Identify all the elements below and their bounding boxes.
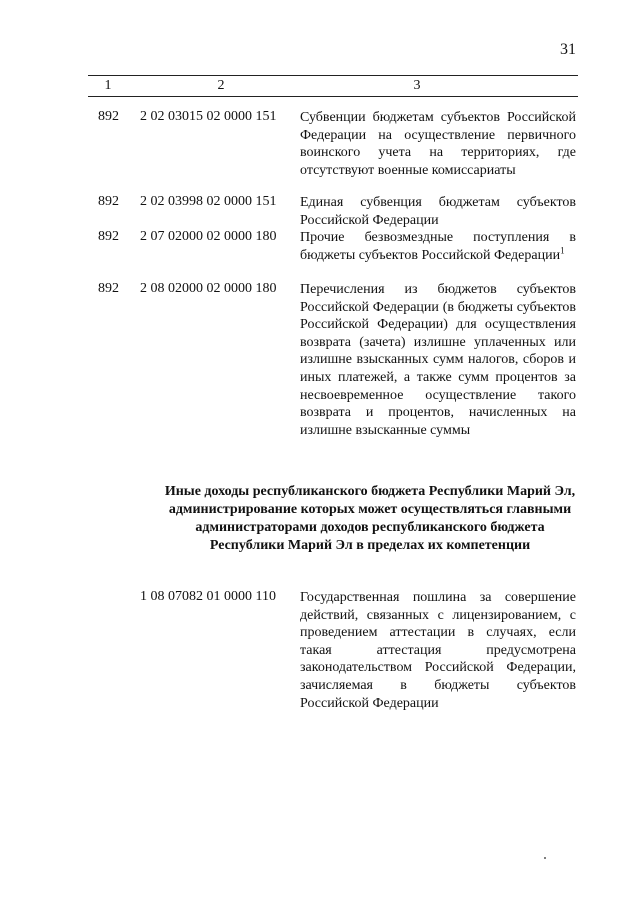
revenue-description: Перечисления из бюджетов субъектов Российской Федерации (в бюджеты субъектов Российской Федерации) для осуществления возврата (зачета) излишне уплаченных или излишне взысканных сумм налогов, сборов и иных платежей, а также сумм процентов за несвоевременное осуществление такого возврата и процентов, начисленных на излишне взысканные суммы: [300, 282, 576, 438]
admin-code: 892: [98, 281, 119, 296]
revenue-description: Государственная пошлина за совершение действий, связанных с лицензированием, с проведением аттестации в случаях, если такая аттестация предусмотрена законодательством Российской Федерации, зачисляемая в бюджеты субъектов Российской Федерации: [300, 590, 576, 711]
page-number: 31: [560, 41, 576, 58]
description-text: Прочие безвозмездные поступления в бюджеты субъектов Российской Федерации: [300, 230, 576, 263]
admin-code: 892: [98, 109, 119, 124]
revenue-code: 2 02 03015 02 0000 151: [140, 109, 277, 124]
table-header-col2: 2: [217, 78, 225, 93]
revenue-description: [300, 229, 576, 264]
section-title: Иные доходы республиканского бюджета Республики Марий Эл, администрирование которых может осуществляться главными администраторами доходов республиканского бюджета Республики Марий Эл в пределах их компетенции: [164, 484, 576, 553]
footnote-marker: 1: [560, 244, 565, 255]
scan-speck: [544, 857, 546, 859]
revenue-code: 2 08 02000 02 0000 180: [140, 281, 277, 296]
admin-code: 892: [98, 229, 119, 244]
revenue-description: Единая субвенция бюджетам субъектов Российской Федерации: [300, 195, 576, 228]
table-header-col1: 1: [104, 78, 112, 93]
revenue-code: 2 02 03998 02 0000 151: [140, 194, 277, 209]
revenue-description: Субвенции бюджетам субъектов Российской Федерации на осуществление первичного воинского учета на территориях, где отсутствуют военные комиссариаты: [300, 110, 576, 178]
revenue-code: 1 08 07082 01 0000 110: [140, 589, 276, 604]
table-header-col3: 3: [413, 78, 421, 93]
revenue-code: 2 07 02000 02 0000 180: [140, 229, 277, 244]
table-header: [88, 75, 578, 97]
admin-code: 892: [98, 194, 119, 209]
